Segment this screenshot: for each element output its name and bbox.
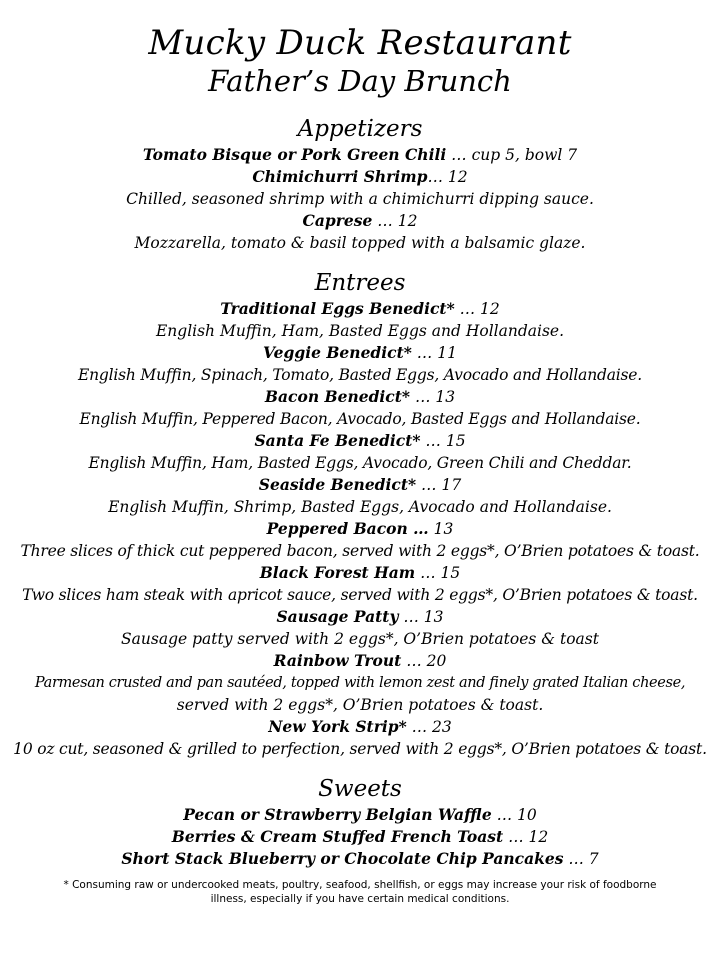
health-disclaimer: [0, 878, 720, 906]
item-description: English Muffin, Spinach, Tomato, Basted Eggs, Avocado and Hollandaise.: [78, 366, 642, 384]
disclaimer-line: illness, especially if you have certain medical conditions.: [210, 893, 510, 905]
item-name: Short Stack Blueberry or Chocolate Chip Pancakes: [121, 849, 564, 868]
menu-item: [0, 210, 720, 232]
item-name: Veggie Benedict*: [263, 343, 412, 362]
menu-item: [0, 166, 720, 188]
item-name: Bacon Benedict*: [264, 387, 411, 406]
item-name: Berries & Cream Stuffed French Toast: [171, 827, 504, 846]
item-description: Three slices of thick cut peppered bacon, served with 2 eggs*, O’Brien potatoes & toast.: [20, 542, 700, 560]
menu-item: [0, 474, 720, 496]
menu-item: [0, 716, 720, 738]
item-description: 10 oz cut, seasoned & grilled to perfection, served with 2 eggs*, O’Brien potatoes & toast.: [13, 740, 707, 758]
restaurant-title: Mucky Duck Restaurant: [148, 23, 572, 63]
item-price: … 10: [491, 806, 537, 824]
menu-item: [0, 518, 720, 540]
item-name: Chimichurri Shrimp: [252, 167, 428, 186]
item-description: Chilled, seasoned shrimp with a chimichurri dipping sauce.: [126, 190, 594, 208]
appetizers-section: [0, 114, 720, 254]
item-price: … 12: [427, 168, 468, 186]
item-name: Peppered Bacon …: [266, 519, 429, 538]
item-price: … 13: [410, 388, 456, 406]
item-name: Tomato Bisque or Pork Green Chili: [142, 145, 447, 164]
item-description: served with 2 eggs*, O’Brien potatoes & toast.: [176, 696, 544, 714]
section-title-appetizers: Appetizers: [297, 116, 423, 142]
menu-item: [0, 650, 720, 672]
item-name: Caprese: [302, 211, 373, 230]
item-price: … 23: [406, 718, 452, 736]
item-description: Sausage patty served with 2 eggs*, O’Brien potatoes & toast: [121, 630, 599, 648]
menu-item: [0, 562, 720, 584]
item-name: New York Strip*: [268, 717, 407, 736]
menu-item: [0, 144, 720, 166]
menu-item: [0, 826, 720, 848]
item-description: Two slices ham steak with apricot sauce, served with 2 eggs*, O’Brien potatoes & toast.: [22, 586, 698, 604]
section-title-sweets: Sweets: [318, 776, 402, 802]
item-name: Traditional Eggs Benedict*: [220, 299, 455, 318]
item-description: English Muffin, Shrimp, Basted Eggs, Avocado and Hollandaise.: [108, 498, 612, 516]
item-description: English Muffin, Ham, Basted Eggs and Hollandaise.: [155, 322, 565, 340]
item-price: … 15: [415, 564, 461, 582]
menu-item: [0, 606, 720, 628]
disclaimer-line: * Consuming raw or undercooked meats, poultry, seafood, shellfish, or eggs may increase your risk of foodborne: [63, 879, 657, 891]
item-price: … 7: [563, 850, 599, 868]
item-description: Parmesan crusted and pan sautéed, topped with lemon zest and finely grated Italian cheese,: [34, 675, 686, 691]
item-price: … 20: [401, 652, 447, 670]
section-title-entrees: Entrees: [314, 270, 406, 296]
item-description: English Muffin, Peppered Bacon, Avocado, Basted Eggs and Hollandaise.: [79, 410, 641, 428]
item-price: 13: [428, 520, 454, 538]
entrees-section: [0, 268, 720, 760]
menu-item: [0, 386, 720, 408]
event-title: Father’s Day Brunch: [208, 64, 512, 98]
menu-item: [0, 430, 720, 452]
menu-item: [0, 298, 720, 320]
item-name: Pecan or Strawberry Belgian Waffle: [183, 805, 492, 824]
item-price: … cup 5, bowl 7: [446, 146, 578, 164]
item-price: … 12: [503, 828, 549, 846]
item-price: … 15: [420, 432, 466, 450]
item-price: … 11: [411, 344, 457, 362]
item-name: Santa Fe Benedict*: [254, 431, 421, 450]
item-name: Rainbow Trout: [273, 651, 402, 670]
item-name: Sausage Patty: [276, 607, 399, 626]
item-name: Black Forest Ham: [259, 563, 416, 582]
sweets-section: [0, 774, 720, 870]
item-name: Seaside Benedict*: [258, 475, 417, 494]
menu-item: [0, 848, 720, 870]
menu-item: [0, 342, 720, 364]
item-price: … 12: [454, 300, 500, 318]
item-description: English Muffin, Ham, Basted Eggs, Avocado, Green Chili and Cheddar.: [88, 454, 632, 472]
item-price: … 13: [398, 608, 444, 626]
item-price: … 12: [372, 212, 418, 230]
item-price: … 17: [416, 476, 462, 494]
item-description: Mozzarella, tomato & basil topped with a balsamic glaze.: [134, 234, 586, 252]
menu-item: [0, 804, 720, 826]
